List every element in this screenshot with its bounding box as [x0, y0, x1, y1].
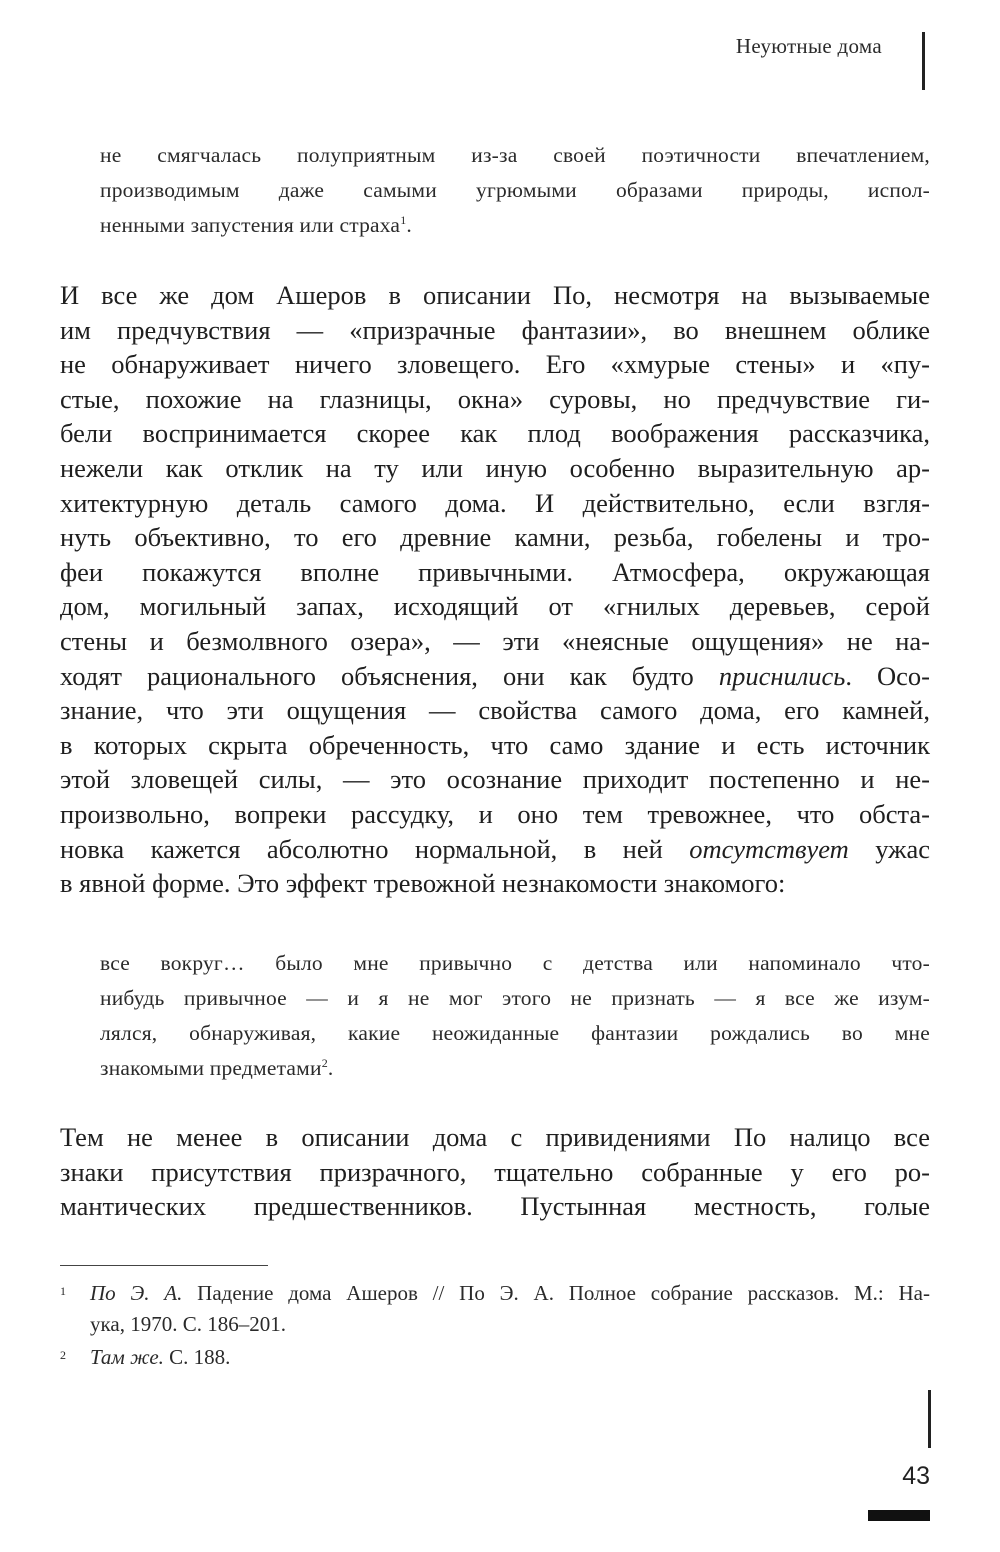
- paragraph-line: не обнаруживает ничего зловещего. Его «хмурые стены» и «пу-: [60, 349, 930, 380]
- quote-text: знакомыми предметами: [100, 1056, 322, 1080]
- footnote-ibid: Там же.: [90, 1345, 164, 1369]
- quote-end: .: [327, 1056, 334, 1080]
- paragraph-line: стены и безмолвного озера», — эти «неясные ощущения» не на-: [60, 625, 930, 656]
- body-paragraph-2: [60, 1120, 930, 1224]
- quote-line: нибудь привычное — и я не мог этого не признать — я все же изум-: [100, 986, 930, 1010]
- paragraph-line: в которых скрыта обреченность, что само здание и есть источник: [60, 729, 930, 760]
- paragraph-line: в явной форме. Это эффект тревожной незнакомости знакомого:: [60, 868, 786, 899]
- text: Падение дома Ашеров // По Э. А. Полное собрание рассказов. М.: На-: [182, 1281, 931, 1305]
- text: . Осо-: [845, 660, 930, 691]
- paragraph-line: нуть объективно, то его древние камни, резьба, гобелены и тро-: [60, 522, 930, 553]
- paragraph-line: феи покажутся вполне привычными. Атмосфера, окружающая: [60, 556, 930, 587]
- quote-line: все вокруг… было мне привычно с детства или напоминало что-: [100, 951, 930, 975]
- italic-emphasis: приснились: [718, 660, 846, 691]
- footnote-author: По Э. А.: [90, 1281, 183, 1305]
- paragraph-line: [60, 832, 930, 867]
- footnote-line: [90, 1342, 930, 1373]
- footnote-2: [60, 1342, 930, 1373]
- paragraph-line: хитектурную деталь самого дома. И действительно, если взгля-: [60, 487, 930, 518]
- footnote-number: 1: [60, 1284, 66, 1298]
- quote-line: лялся, обнаруживая, какие неожиданные фантазии рождались во мне: [100, 1021, 930, 1045]
- footnote-mark: 1: [400, 212, 407, 227]
- paragraph-line: [60, 659, 930, 694]
- footnote-separator: [60, 1265, 268, 1266]
- footnote-1: [60, 1278, 930, 1340]
- italic-emphasis: отсутствует: [689, 833, 849, 864]
- paragraph-line: знание, что эти ощущения — свойства самого дома, его камней,: [60, 695, 930, 726]
- quote-text: ненными запустения или страха: [100, 213, 401, 237]
- footnote-line: ука, 1970. С. 186–201.: [90, 1312, 286, 1336]
- text: С. 188.: [163, 1345, 231, 1369]
- quote-end: .: [406, 213, 412, 237]
- block-quote-2: [100, 946, 930, 1086]
- quote-line: производимым даже самыми угрюмыми образами природы, испол-: [100, 178, 930, 202]
- paragraph-line: им предчувствия — «призрачные фантазии», во внешнем облике: [60, 314, 930, 345]
- paragraph-line: И все же дом Ашеров в описании По, несмотря на вызываемые: [60, 280, 930, 310]
- text: новка кажется абсолютно нормальной, в ней: [60, 833, 690, 864]
- page-number: 43: [902, 1462, 930, 1490]
- paragraph-line: произвольно, вопреки рассудку, и оно тем тревожнее, что обста-: [60, 798, 930, 829]
- paragraph-line: бели воспринимается скорее как плод воображения рассказчика,: [60, 418, 930, 449]
- paragraph-line: нежели как отклик на ту или иную особенно выразительную ар-: [60, 452, 930, 483]
- paragraph-line: знаки присутствия призрачного, тщательно собранные у его ро-: [60, 1156, 930, 1187]
- paragraph-line: мантических предшественников. Пустынная местность, голые: [60, 1191, 930, 1222]
- quote-line: не смягчалась полуприятным из-за своей поэтичности впечатлением,: [100, 143, 930, 167]
- footnote-number: 2: [60, 1348, 66, 1362]
- paragraph-line: стые, похожие на глазницы, окна» суровы, но предчувствие ги-: [60, 383, 930, 414]
- quote-line: [100, 1051, 930, 1086]
- quote-line: [100, 208, 930, 243]
- page-number-rule: [928, 1390, 931, 1448]
- text: ужас: [848, 833, 930, 864]
- paragraph-line: этой зловещей силы, — это осознание приходит постепенно и не-: [60, 764, 930, 795]
- block-quote-1: [100, 138, 930, 243]
- page-marker-bar: [868, 1510, 930, 1521]
- body-paragraph-1: [60, 278, 930, 901]
- paragraph-line: Тем не менее в описании дома с привидениями По налицо все: [60, 1122, 930, 1152]
- footnote-line: [90, 1278, 930, 1309]
- footnote-mark: 2: [321, 1055, 328, 1070]
- header-rule: [922, 32, 925, 90]
- running-header: Неуютные дома: [735, 34, 882, 58]
- text: ходят рационального объяснения, они как будто: [60, 660, 719, 691]
- footnote-text: [90, 1278, 930, 1340]
- paragraph-line: дом, могильный запах, исходящий от «гнилых деревьев, серой: [60, 591, 930, 622]
- footnote-text: [90, 1342, 930, 1373]
